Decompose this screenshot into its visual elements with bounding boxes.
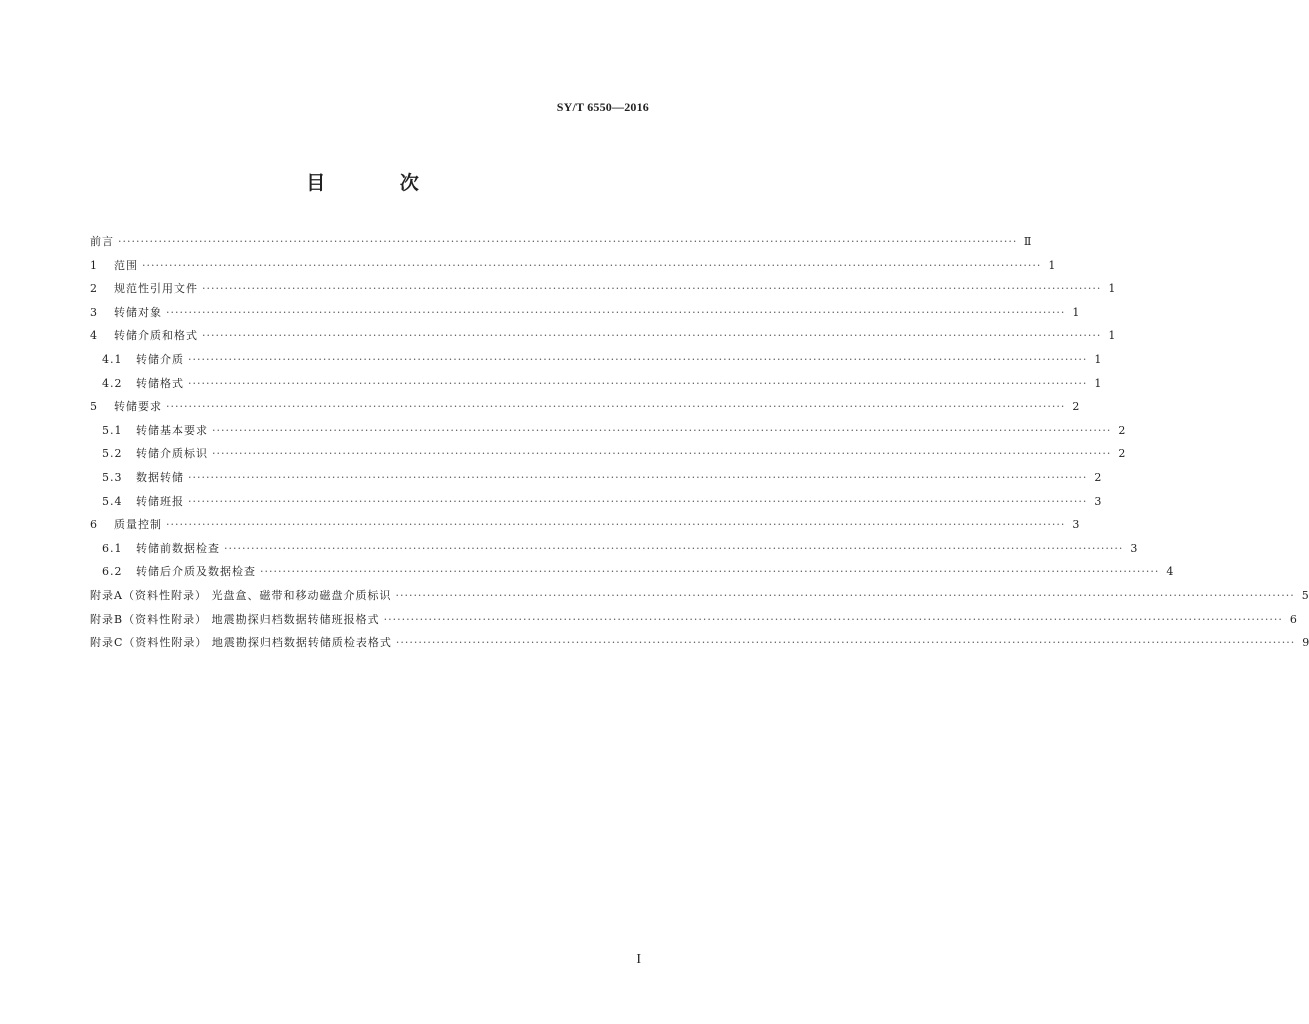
toc-entry-number: 5 bbox=[90, 400, 98, 414]
toc-entry[interactable] bbox=[90, 277, 1116, 301]
toc-dot-leader: ········································································································································································································ bbox=[212, 447, 1112, 461]
standard-code: SY/T 6550—2016 bbox=[556, 100, 649, 114]
toc-entry-number: 4.1 bbox=[102, 352, 123, 366]
toc-entry[interactable] bbox=[90, 254, 1056, 278]
toc-entry-number: 5.2 bbox=[102, 447, 123, 461]
toc-entry-label: 转储介质 bbox=[136, 352, 184, 366]
toc-dot-leader: ········································································································································································································ bbox=[142, 258, 1042, 272]
toc-entry-number: 4.2 bbox=[102, 376, 123, 390]
toc-entry-number: 6 bbox=[90, 518, 98, 532]
toc-entry-page: 1 bbox=[1108, 282, 1116, 296]
toc-entry-number: 6.1 bbox=[102, 541, 123, 555]
toc-entry-page: 5 bbox=[1301, 588, 1309, 602]
toc-entry-number: 3 bbox=[90, 305, 98, 319]
toc-entry-page: 4 bbox=[1166, 565, 1174, 579]
toc-entry-page: 2 bbox=[1118, 423, 1126, 437]
toc-entry[interactable] bbox=[90, 395, 1080, 419]
toc-dot-leader: ········································································································································································································ bbox=[188, 352, 1088, 366]
toc-entry[interactable] bbox=[90, 608, 1297, 632]
toc-dot-leader: ········································································································································································································ bbox=[118, 235, 1018, 248]
toc-entry-page: 2 bbox=[1118, 447, 1126, 461]
toc-entry-label: 质量控制 bbox=[114, 518, 162, 532]
toc-dot-leader: ········································································································································································································ bbox=[166, 518, 1066, 532]
toc-entry[interactable] bbox=[90, 324, 1116, 348]
toc-entry[interactable] bbox=[90, 584, 1309, 608]
toc-dot-leader: ········································································································································································································ bbox=[395, 588, 1295, 602]
toc-entry-label: 附录A（资料性附录） 光盘盒、磁带和移动磁盘介质标识 bbox=[90, 588, 392, 602]
toc-dot-leader: ········································································································································································································ bbox=[212, 423, 1112, 437]
toc-entry[interactable] bbox=[90, 372, 1102, 396]
toc-entry-page: 1 bbox=[1072, 305, 1080, 319]
toc-entry-page: 3 bbox=[1072, 518, 1080, 532]
toc-dot-leader: ········································································································································································································ bbox=[260, 565, 1160, 579]
toc-dot-leader: ········································································································································································································ bbox=[166, 305, 1066, 319]
toc-entry-page: Ⅱ bbox=[1023, 235, 1032, 248]
toc-entry-page: 2 bbox=[1094, 470, 1102, 484]
toc-entry-number: 4 bbox=[90, 329, 98, 343]
toc-entry-label: 转储介质标识 bbox=[136, 447, 208, 461]
toc-entry-page: 1 bbox=[1094, 376, 1102, 390]
toc-entry[interactable] bbox=[90, 560, 1174, 584]
toc-entry-label: 附录C（资料性附录） 地震勘探归档数据转储质检表格式 bbox=[90, 636, 392, 650]
toc-dot-leader: ········································································································································································································ bbox=[202, 329, 1102, 343]
toc-entry-label: 转储要求 bbox=[114, 400, 162, 414]
toc-entry-page: 1 bbox=[1094, 352, 1102, 366]
toc-dot-leader: ········································································································································································································ bbox=[224, 541, 1124, 555]
page-number: I bbox=[636, 952, 641, 967]
toc-entry-label: 附录B（资料性附录） 地震勘探归档数据转储班报格式 bbox=[90, 612, 380, 626]
toc-entry-number: 6.2 bbox=[102, 565, 123, 579]
toc-entry-label: 转储基本要求 bbox=[136, 423, 208, 437]
toc-entry-number: 5.3 bbox=[102, 470, 123, 484]
toc-entry-label: 数据转储 bbox=[136, 470, 184, 484]
toc-entry-label: 前言 bbox=[90, 235, 114, 248]
toc-entry-page: 3 bbox=[1130, 541, 1138, 555]
toc-entry[interactable] bbox=[90, 230, 1032, 254]
toc-entry-label: 转储格式 bbox=[136, 376, 184, 390]
toc-entry-label: 转储班报 bbox=[136, 494, 184, 508]
toc-dot-leader: ········································································································································································································ bbox=[188, 376, 1088, 390]
toc-dot-leader: ········································································································································································································ bbox=[188, 470, 1088, 484]
toc-entry-page: 1 bbox=[1108, 329, 1116, 343]
toc-entry-number: 2 bbox=[90, 282, 98, 296]
toc-entry[interactable] bbox=[90, 348, 1102, 372]
toc-dot-leader: ········································································································································································································ bbox=[188, 494, 1088, 508]
toc-entry-label: 转储后介质及数据检查 bbox=[136, 565, 256, 579]
toc-entry-page: 9 bbox=[1302, 636, 1309, 650]
toc-dot-leader: ········································································································································································································ bbox=[202, 282, 1102, 296]
toc-entry-label: 转储前数据检查 bbox=[136, 541, 220, 555]
toc-entry-label: 转储介质和格式 bbox=[114, 329, 198, 343]
toc-entry-label: 转储对象 bbox=[114, 305, 162, 319]
toc-entry-number: 5.1 bbox=[102, 423, 123, 437]
toc-entry-page: 3 bbox=[1094, 494, 1102, 508]
toc-entry-label: 规范性引用文件 bbox=[114, 282, 198, 296]
toc-entry[interactable] bbox=[90, 301, 1080, 325]
toc-entry[interactable] bbox=[90, 419, 1126, 443]
toc-entry[interactable] bbox=[90, 631, 1309, 655]
toc-entry-label: 范围 bbox=[114, 258, 138, 272]
toc-entry-page: 2 bbox=[1072, 400, 1080, 414]
toc-entry-number: 5.4 bbox=[102, 494, 123, 508]
toc-entry[interactable] bbox=[90, 490, 1102, 514]
toc-entry-number: 1 bbox=[90, 258, 98, 272]
toc-dot-leader: ········································································································································································································ bbox=[395, 636, 1296, 650]
table-of-contents bbox=[90, 230, 1309, 655]
toc-entry[interactable] bbox=[90, 537, 1138, 561]
toc-entry[interactable] bbox=[90, 442, 1126, 466]
toc-entry[interactable] bbox=[90, 466, 1102, 490]
toc-dot-leader: ········································································································································································································ bbox=[383, 612, 1283, 626]
toc-entry-page: 6 bbox=[1289, 612, 1297, 626]
toc-dot-leader: ········································································································································································································ bbox=[166, 400, 1066, 414]
toc-title: 目 次 bbox=[306, 172, 453, 194]
toc-entry-page: 1 bbox=[1048, 258, 1056, 272]
toc-entry[interactable] bbox=[90, 513, 1080, 537]
